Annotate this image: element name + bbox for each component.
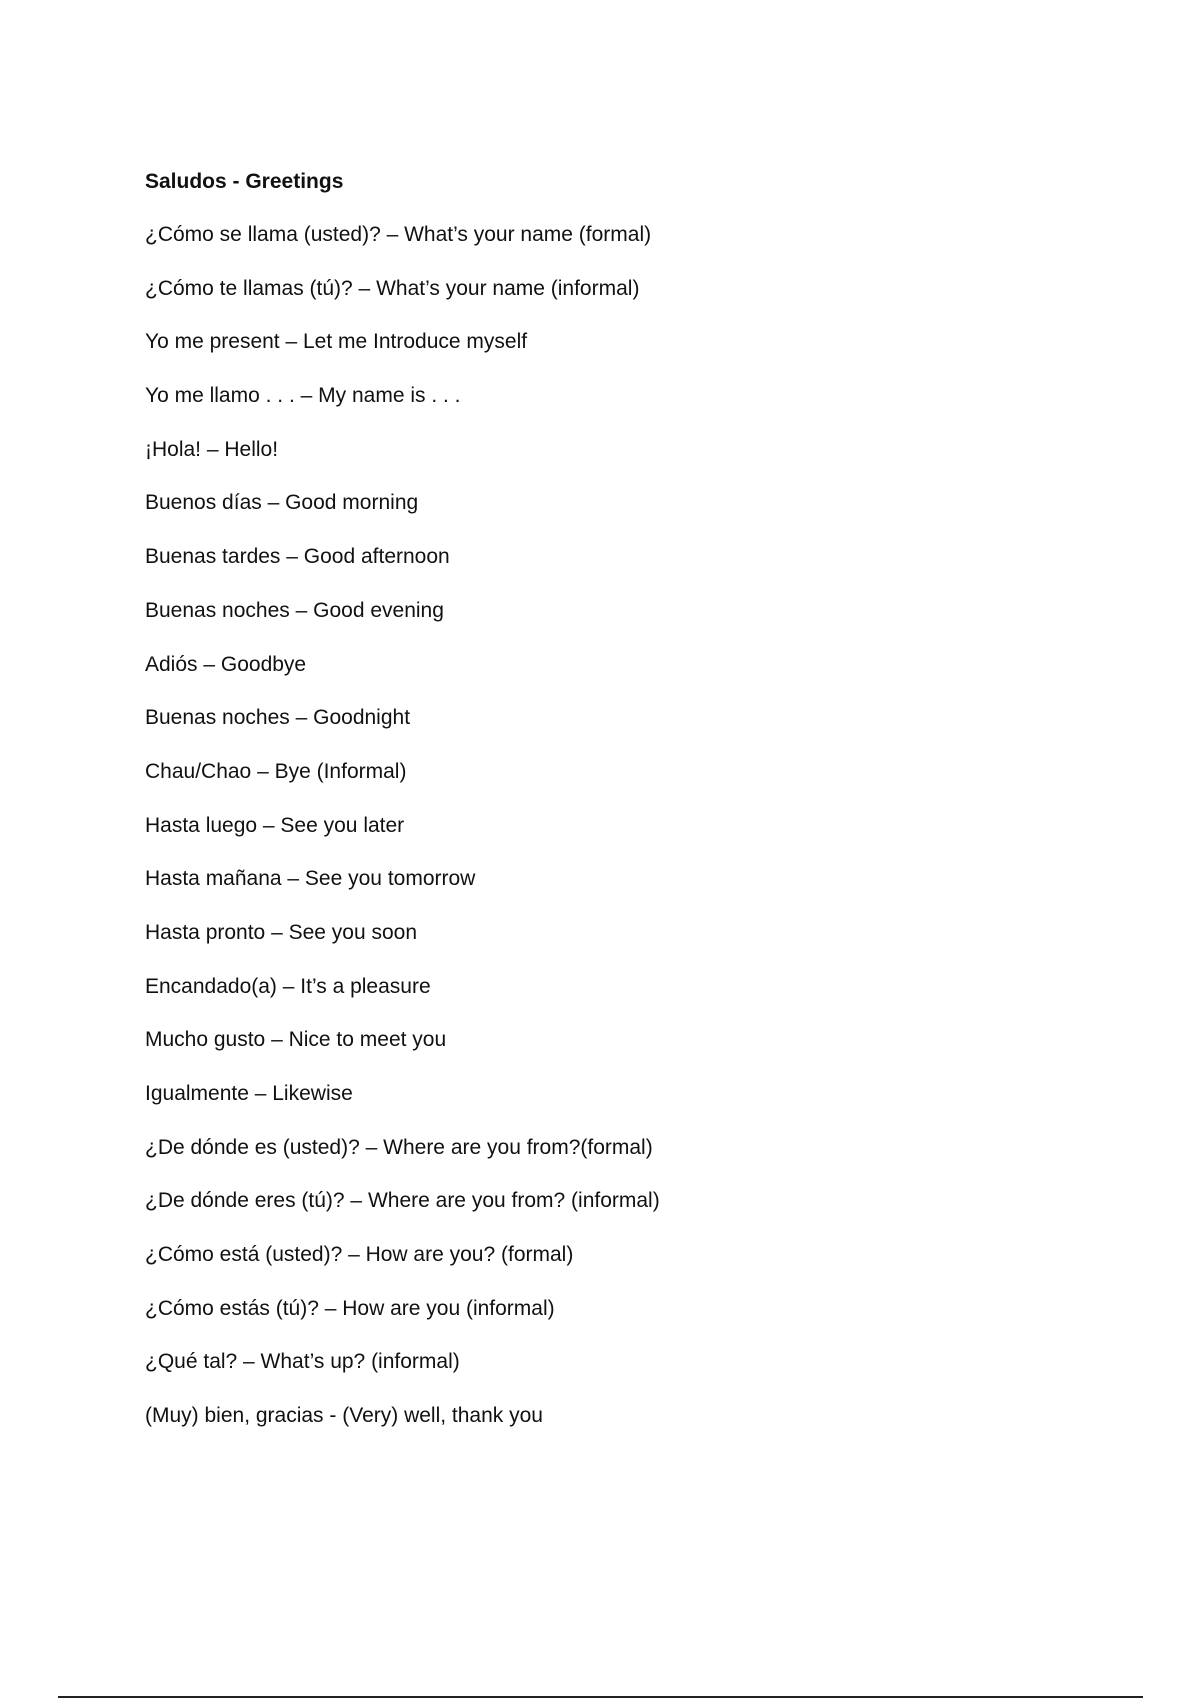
document-content bbox=[145, 168, 1045, 1456]
phrase-entry: ¿Qué tal? – What’s up? (informal) bbox=[145, 1350, 460, 1374]
phrase-list bbox=[145, 221, 1045, 1430]
phrase-entry: Yo me present – Let me Introduce myself bbox=[145, 330, 528, 354]
phrase-entry: ¿De dónde eres (tú)? – Where are you from? (informal) bbox=[145, 1189, 660, 1213]
phrase-entry: Mucho gusto – Nice to meet you bbox=[145, 1028, 447, 1052]
phrase-entry: Buenos días – Good morning bbox=[145, 491, 419, 515]
phrase-entry: Chau/Chao – Bye (Informal) bbox=[145, 759, 407, 783]
page-bottom-rule bbox=[58, 1696, 1143, 1698]
phrase-entry: ¿De dónde es (usted)? – Where are you from?(formal) bbox=[145, 1135, 653, 1159]
phrase-entry: Buenas noches – Goodnight bbox=[145, 706, 411, 730]
phrase-entry: Adiós – Goodbye bbox=[145, 652, 307, 676]
phrase-entry: Hasta luego – See you later bbox=[145, 813, 405, 837]
phrase-entry: Igualmente – Likewise bbox=[145, 1082, 353, 1105]
phrase-entry: Hasta mañana – See you tomorrow bbox=[145, 867, 476, 891]
phrase-entry: Buenas tardes – Good afternoon bbox=[145, 545, 450, 569]
page-title: Saludos - Greetings bbox=[145, 170, 344, 193]
phrase-entry: ¡Hola! – Hello! bbox=[145, 437, 279, 461]
phrase-entry: Encandado(a) – It’s a pleasure bbox=[145, 974, 431, 998]
phrase-entry: Yo me llamo . . . – My name is . . . bbox=[145, 384, 461, 408]
phrase-entry: ¿Cómo está (usted)? – How are you? (formal) bbox=[145, 1243, 574, 1267]
phrase-entry: ¿Cómo se llama (usted)? – What’s your name (formal) bbox=[145, 223, 652, 246]
phrase-entry: ¿Cómo te llamas (tú)? – What’s your name (informal) bbox=[145, 276, 640, 300]
phrase-entry: ¿Cómo estás (tú)? – How are you (informal) bbox=[145, 1296, 555, 1320]
phrase-entry: Buenas noches – Good evening bbox=[145, 598, 444, 622]
phrase-entry: Hasta pronto – See you soon bbox=[145, 920, 418, 944]
phrase-entry: (Muy) bien, gracias - (Very) well, thank you bbox=[145, 1404, 543, 1428]
